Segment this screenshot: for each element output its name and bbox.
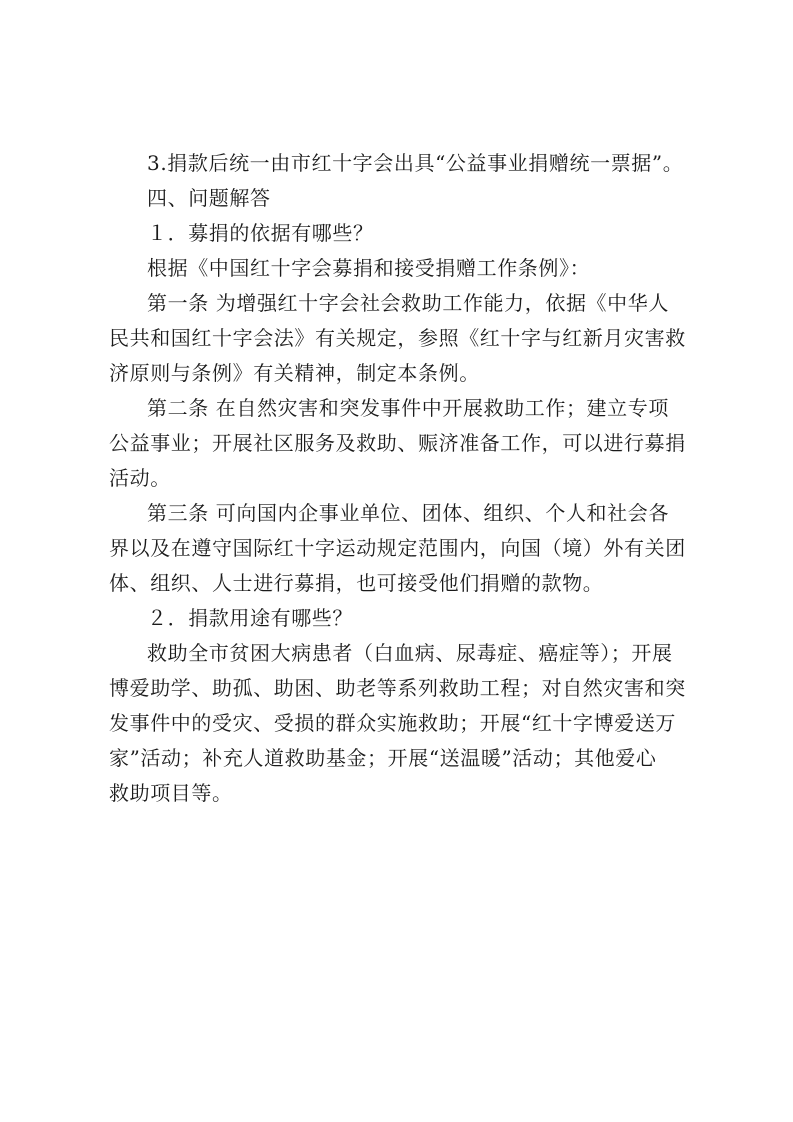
article-3-line: 界以及在遵守国际红十字运动规定范围内，向国（境）外有关团 <box>109 536 686 560</box>
question-heading-2: ２．捐款用途有哪些？ <box>147 606 353 630</box>
answer-2-line: 家”活动；补充人道救助基金；开展“送温暖”活动；其他爱心 <box>109 746 657 770</box>
article-1-line: 济原则与条例》有关精神，制定本条例。 <box>109 361 480 385</box>
receipt-note: 3.捐款后统一由市红十字会出具“公益事业捐赠统一票据”。 <box>147 151 684 175</box>
article-1-line: 民共和国红十字会法》有关规定，参照《红十字与红新月灾害救 <box>109 326 686 350</box>
article-1-line: 第一条 为增强红十字会社会救助工作能力，依据《中华人 <box>147 291 669 315</box>
article-3-line: 体、组织、人士进行募捐，也可接受他们捐赠的款物。 <box>109 571 604 595</box>
article-2-line: 活动。 <box>109 466 171 490</box>
answer-2-line: 博爱助学、助孤、助困、助老等系列救助工程；对自然灾害和突 <box>109 676 686 700</box>
answer-2-line: 发事件中的受灾、受损的群众实施救助；开展“红十字博爱送万 <box>109 711 677 735</box>
document-body <box>109 146 699 811</box>
answer-2-line: 救助项目等。 <box>109 781 233 805</box>
article-3-line: 第三条 可向国内企事业单位、团体、组织、个人和社会各 <box>147 501 669 525</box>
paragraph-line: 根据《中国红十字会募捐和接受捐赠工作条例》： <box>147 256 591 280</box>
article-2-line: 第二条 在自然灾害和突发事件中开展救助工作；建立专项 <box>147 396 669 420</box>
section-heading-faq: 四、问题解答 <box>147 186 271 210</box>
question-heading-1: １．募捐的依据有哪些？ <box>147 221 374 245</box>
article-2-line: 公益事业；开展社区服务及救助、赈济准备工作，可以进行募捐 <box>109 431 686 455</box>
answer-2-line: 救助全市贫困大病患者（白血病、尿毒症、癌症等）；开展 <box>147 641 673 665</box>
